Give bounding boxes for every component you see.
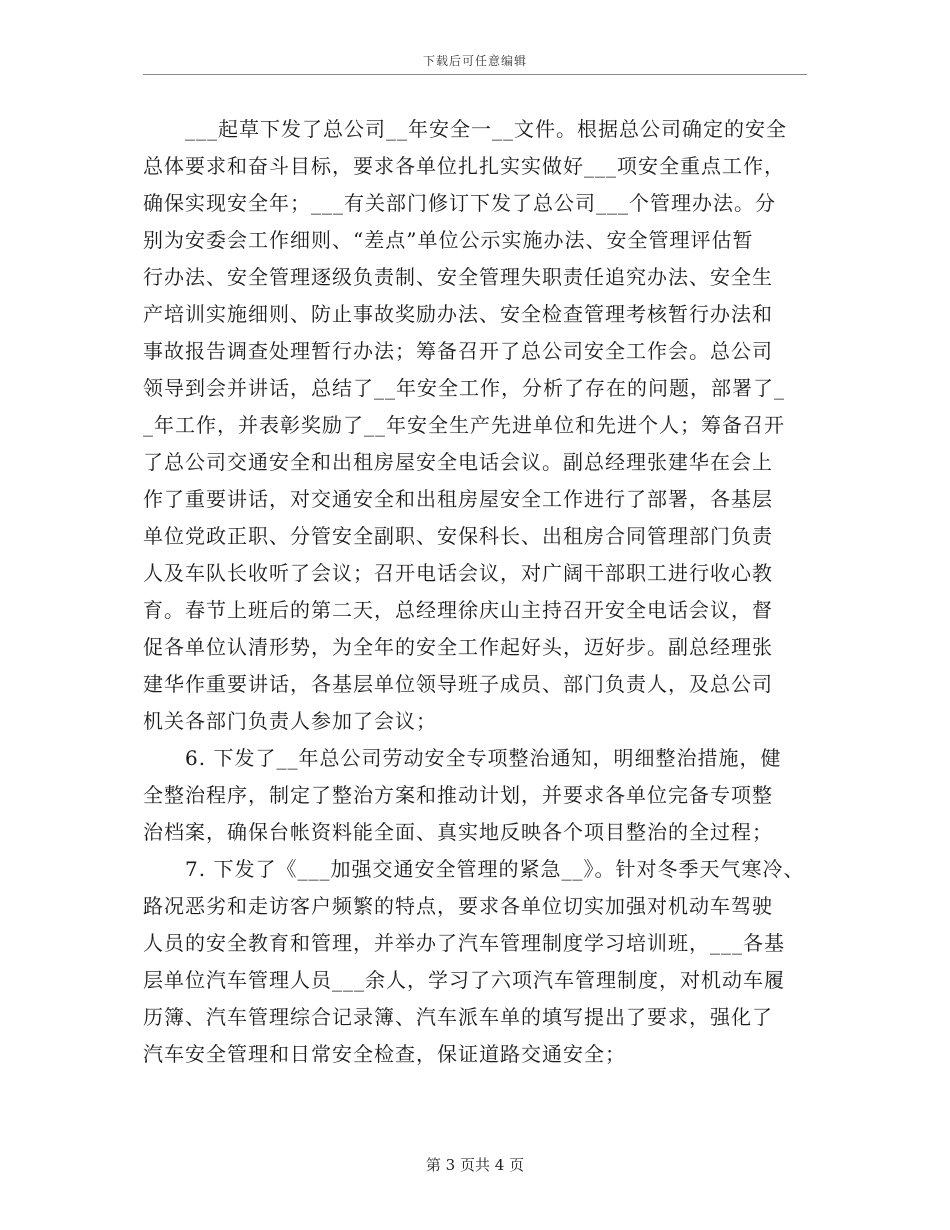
paragraph-line: 产培训实施细则、防止事故奖励办法、安全检查管理考核暂行办法和 (143, 302, 773, 326)
document-body (143, 111, 807, 1073)
list-item-7-line: 7. 下发了《___加强交通安全管理的紧急__》。针对冬季天气寒冷、 (185, 857, 805, 881)
paragraph-line: 人及车队长收听了会议；召开电话会议，对广阔干部职工进行收心教 (143, 561, 773, 585)
paragraph-line: 作了重要讲话，对交通安全和出租房屋安全工作进行了部署，各基层 (143, 487, 773, 511)
paragraph-line: _年工作，并表彰奖励了__年安全生产先进单位和先进个人；筹备召开 (143, 413, 785, 437)
paragraph-line: 领导到会并讲话，总结了__年安全工作，分析了存在的问题，部署了_ (143, 376, 785, 400)
header-divider (143, 74, 807, 75)
list-item-6-line: 6. 下发了__年总公司劳动安全专项整治通知，明细整治措施，健 (185, 746, 782, 770)
paragraph-line: 了总公司交通安全和出租房屋安全电话会议。副总经理张建华在会上 (143, 450, 773, 474)
list-item-7-line: 层单位汽车管理人员___余人，学习了六项汽车管理制度，对机动车履 (143, 968, 785, 992)
page-number-footer: 第 3 页共 4 页 (425, 1156, 525, 1174)
paragraph-line: 事故报告调查处理暂行办法；筹备召开了总公司安全工作会。总公司 (143, 339, 773, 363)
paragraph-line: 机关各部门负责人参加了会议； (143, 709, 437, 733)
paragraph-line: ___起草下发了总公司__年安全一__文件。根据总公司确定的安全 (185, 117, 787, 141)
list-item-7-line: 历簿、汽车管理综合记录簿、汽车派车单的填写提出了要求，强化了 (143, 1005, 773, 1029)
list-item-6-line: 治档案，确保台帐资料能全面、真实地反映各个项目整治的全过程； (143, 820, 773, 844)
paragraph-line: 确保实现安全年；___有关部门修订下发了总公司___个管理办法。分 (143, 191, 776, 215)
paragraph-line: 建华作重要讲话，各基层单位领导班子成员、部门负责人，及总公司 (143, 672, 773, 696)
paragraph-line: 别为安委会工作细则、“差点”单位公示实施办法、安全管理评估暂 (143, 228, 754, 252)
page-header-note: 下载后可任意编辑 (422, 54, 527, 68)
list-item-6-line: 全整治程序，制定了整治方案和推动计划，并要求各单位完备专项整 (143, 783, 773, 807)
paragraph-line: 行办法、安全管理逐级负责制、安全管理失职责任追究办法、安全生 (143, 265, 773, 289)
paragraph-line: 育。春节上班后的第二天，总经理徐庆山主持召开安全电话会议，督 (143, 598, 773, 622)
list-item-7-line: 人员的安全教育和管理，并举办了汽车管理制度学习培训班，___各基 (143, 931, 785, 955)
paragraph-line: 总体要求和奋斗目标，要求各单位扎扎实实做好___项安全重点工作， (143, 154, 785, 178)
list-item-7-line: 路况恶劣和走访客户频繁的特点，要求各单位切实加强对机动车驾驶 (143, 894, 773, 918)
paragraph-line: 促各单位认清形势，为全年的安全工作起好头，迈好步。副总经理张 (143, 635, 773, 659)
paragraph-line: 单位党政正职、分管安全副职、安保科长、出租房合同管理部门负责 (143, 524, 773, 548)
list-item-7-line: 汽车安全管理和日常安全检查，保证道路交通安全； (143, 1042, 626, 1066)
